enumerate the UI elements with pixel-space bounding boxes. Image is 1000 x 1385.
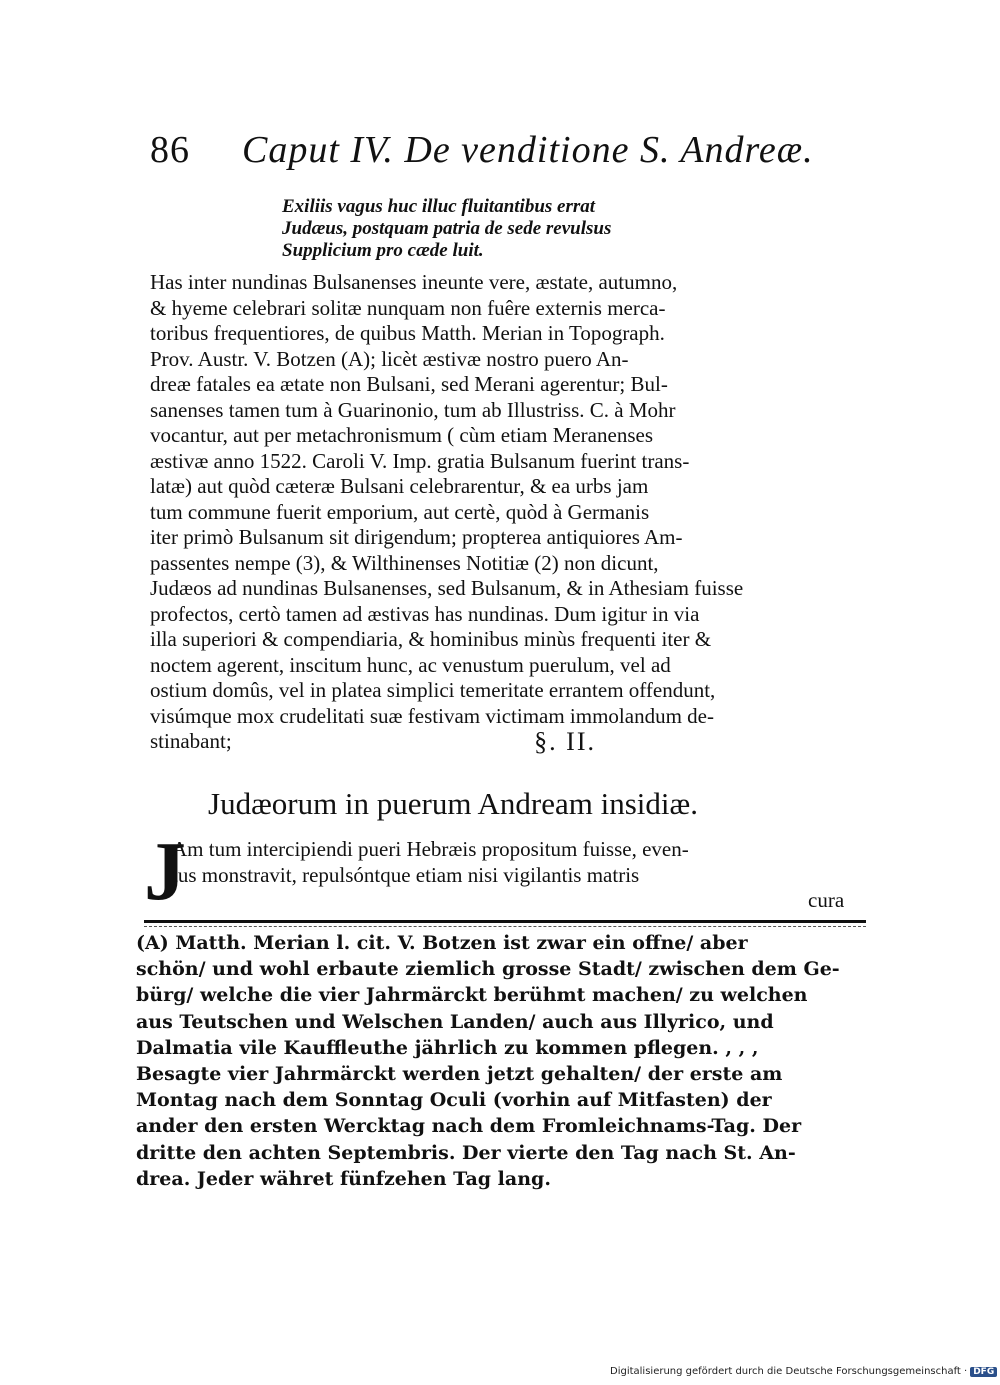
footnote-divider <box>144 920 866 923</box>
footnote-divider-secondary <box>144 926 866 927</box>
catchword: cura <box>808 888 845 912</box>
motto-verse <box>282 196 842 262</box>
last-line-row <box>150 729 868 755</box>
footnote-line: aus Teutschen und Welschen Landen/ auch aus Illyrico, und <box>136 1010 774 1033</box>
text-line: Prov. Austr. V. Botzen (A); licèt æstivæ nostro puero An- <box>150 346 629 371</box>
body-paragraph <box>150 270 868 755</box>
text-line: vocantur, aut per metachronismum ( cùm etiam Meranenses <box>150 423 653 447</box>
credit-text: Digitalisierung gefördert durch die Deutsche Forschungsgemeinschaft · <box>610 1366 968 1377</box>
text-line: Has inter nundinas Bulsanenses ineunte vere, æstate, autumno, <box>150 270 678 294</box>
text-line: profectos, certò tamen ad æstivas has nundinas. Dum igitur in via <box>150 601 700 626</box>
text-line: stinabant; <box>150 729 232 753</box>
text-line: Am tum intercipiendi pueri Hebræis propositum fuisse, even- <box>172 837 689 861</box>
footnote-line: Besagte vier Jahrmärckt werden jetzt gehalten/ der erste am <box>136 1063 783 1086</box>
text-line: iter primò Bulsanum sit dirigendum; propterea antiquiores Am- <box>150 525 683 549</box>
page-number: 86 <box>150 129 190 171</box>
second-paragraph <box>172 836 868 888</box>
text-line: visúmque mox crudelitati suæ festivam victimam immolandum de- <box>150 703 714 728</box>
motto-line: Judæus, postquam patria de sede revulsus <box>282 218 612 239</box>
footnote-line: Montag nach dem Sonntag Oculi (vorhin auf Mitfasten) der <box>136 1089 772 1112</box>
footnote-line: ander den ersten Wercktag nach dem Fromleichnams-Tag. Der <box>136 1115 802 1138</box>
text-line: noctem agerent, inscitum hunc, ac venustum puerulum, vel ad <box>150 652 671 677</box>
dfg-logo: DFG <box>970 1367 997 1377</box>
text-line: ostium domûs, vel in platea simplici temeritate errantem offendunt, <box>150 678 716 702</box>
text-line: latæ) aut quòd cæteræ Bulsani celebrarentur, & ea urbs jam <box>150 474 649 498</box>
footnote-line: schön/ und wohl erbaute ziemlich grosse Stadt/ zwischen dem Ge- <box>136 958 840 981</box>
text-line: toribus frequentiores, de quibus Matth. Merian in Topograph. <box>150 321 665 345</box>
text-line: illa superiori & compendiaria, & hominibus minùs frequenti iter & <box>150 627 712 651</box>
text-line: Judæos ad nundinas Bulsanenses, sed Bulsanum, & in Athesiam fuisse <box>150 576 744 600</box>
text-line: tum commune fuerit emporium, aut certè, quòd à Germanis <box>150 499 650 524</box>
text-line: & hyeme celebrari solitæ nunquam non fuêre externis merca- <box>150 295 666 320</box>
running-title: Caput IV. De venditione S. Andreæ. <box>242 129 814 171</box>
footnote <box>136 930 868 1192</box>
digitization-credit <box>610 1366 997 1377</box>
motto-line: Exiliis vagus huc illuc fluitantibus errat <box>282 196 596 217</box>
page-header <box>150 128 870 172</box>
text-line: dreæ fatales ea ætate non Bulsani, sed Merani agerentur; Bul- <box>150 372 668 396</box>
drop-initial: J <box>144 825 186 918</box>
footnote-line: drea. Jeder währet fünfzehen Tag lang. <box>136 1167 551 1190</box>
section-heading: Judæorum in puerum Andream insidiæ. <box>208 786 698 821</box>
footnote-line: Dalmatia vile Kauffleuthe jährlich zu kommen pflegen. , , , <box>136 1036 759 1059</box>
footnote-line: (A) Matth. Merian l. cit. V. Botzen ist zwar ein offne/ aber <box>136 932 748 954</box>
motto-line: Supplicium pro cæde luit. <box>282 240 484 261</box>
text-line: passentes nempe (3), & Wilthinenses Notitiæ (2) non dicunt, <box>150 550 659 575</box>
text-line: tus monstravit, repulsóntque etiam nisi vigilantis matris <box>172 863 640 887</box>
text-line: æstivæ anno 1522. Caroli V. Imp. gratia Bulsanum fuerint trans- <box>150 448 690 473</box>
text-line: sanenses tamen tum à Guarinonio, tum ab Illustriss. C. à Mohr <box>150 397 676 422</box>
section-number: §. II. <box>534 727 596 756</box>
footnote-line: dritte den achten Septembris. Der vierte den Tag nach St. An- <box>136 1141 796 1164</box>
footnote-line: bürg/ welche die vier Jahrmärckt berühmt machen/ zu welchen <box>136 984 808 1007</box>
